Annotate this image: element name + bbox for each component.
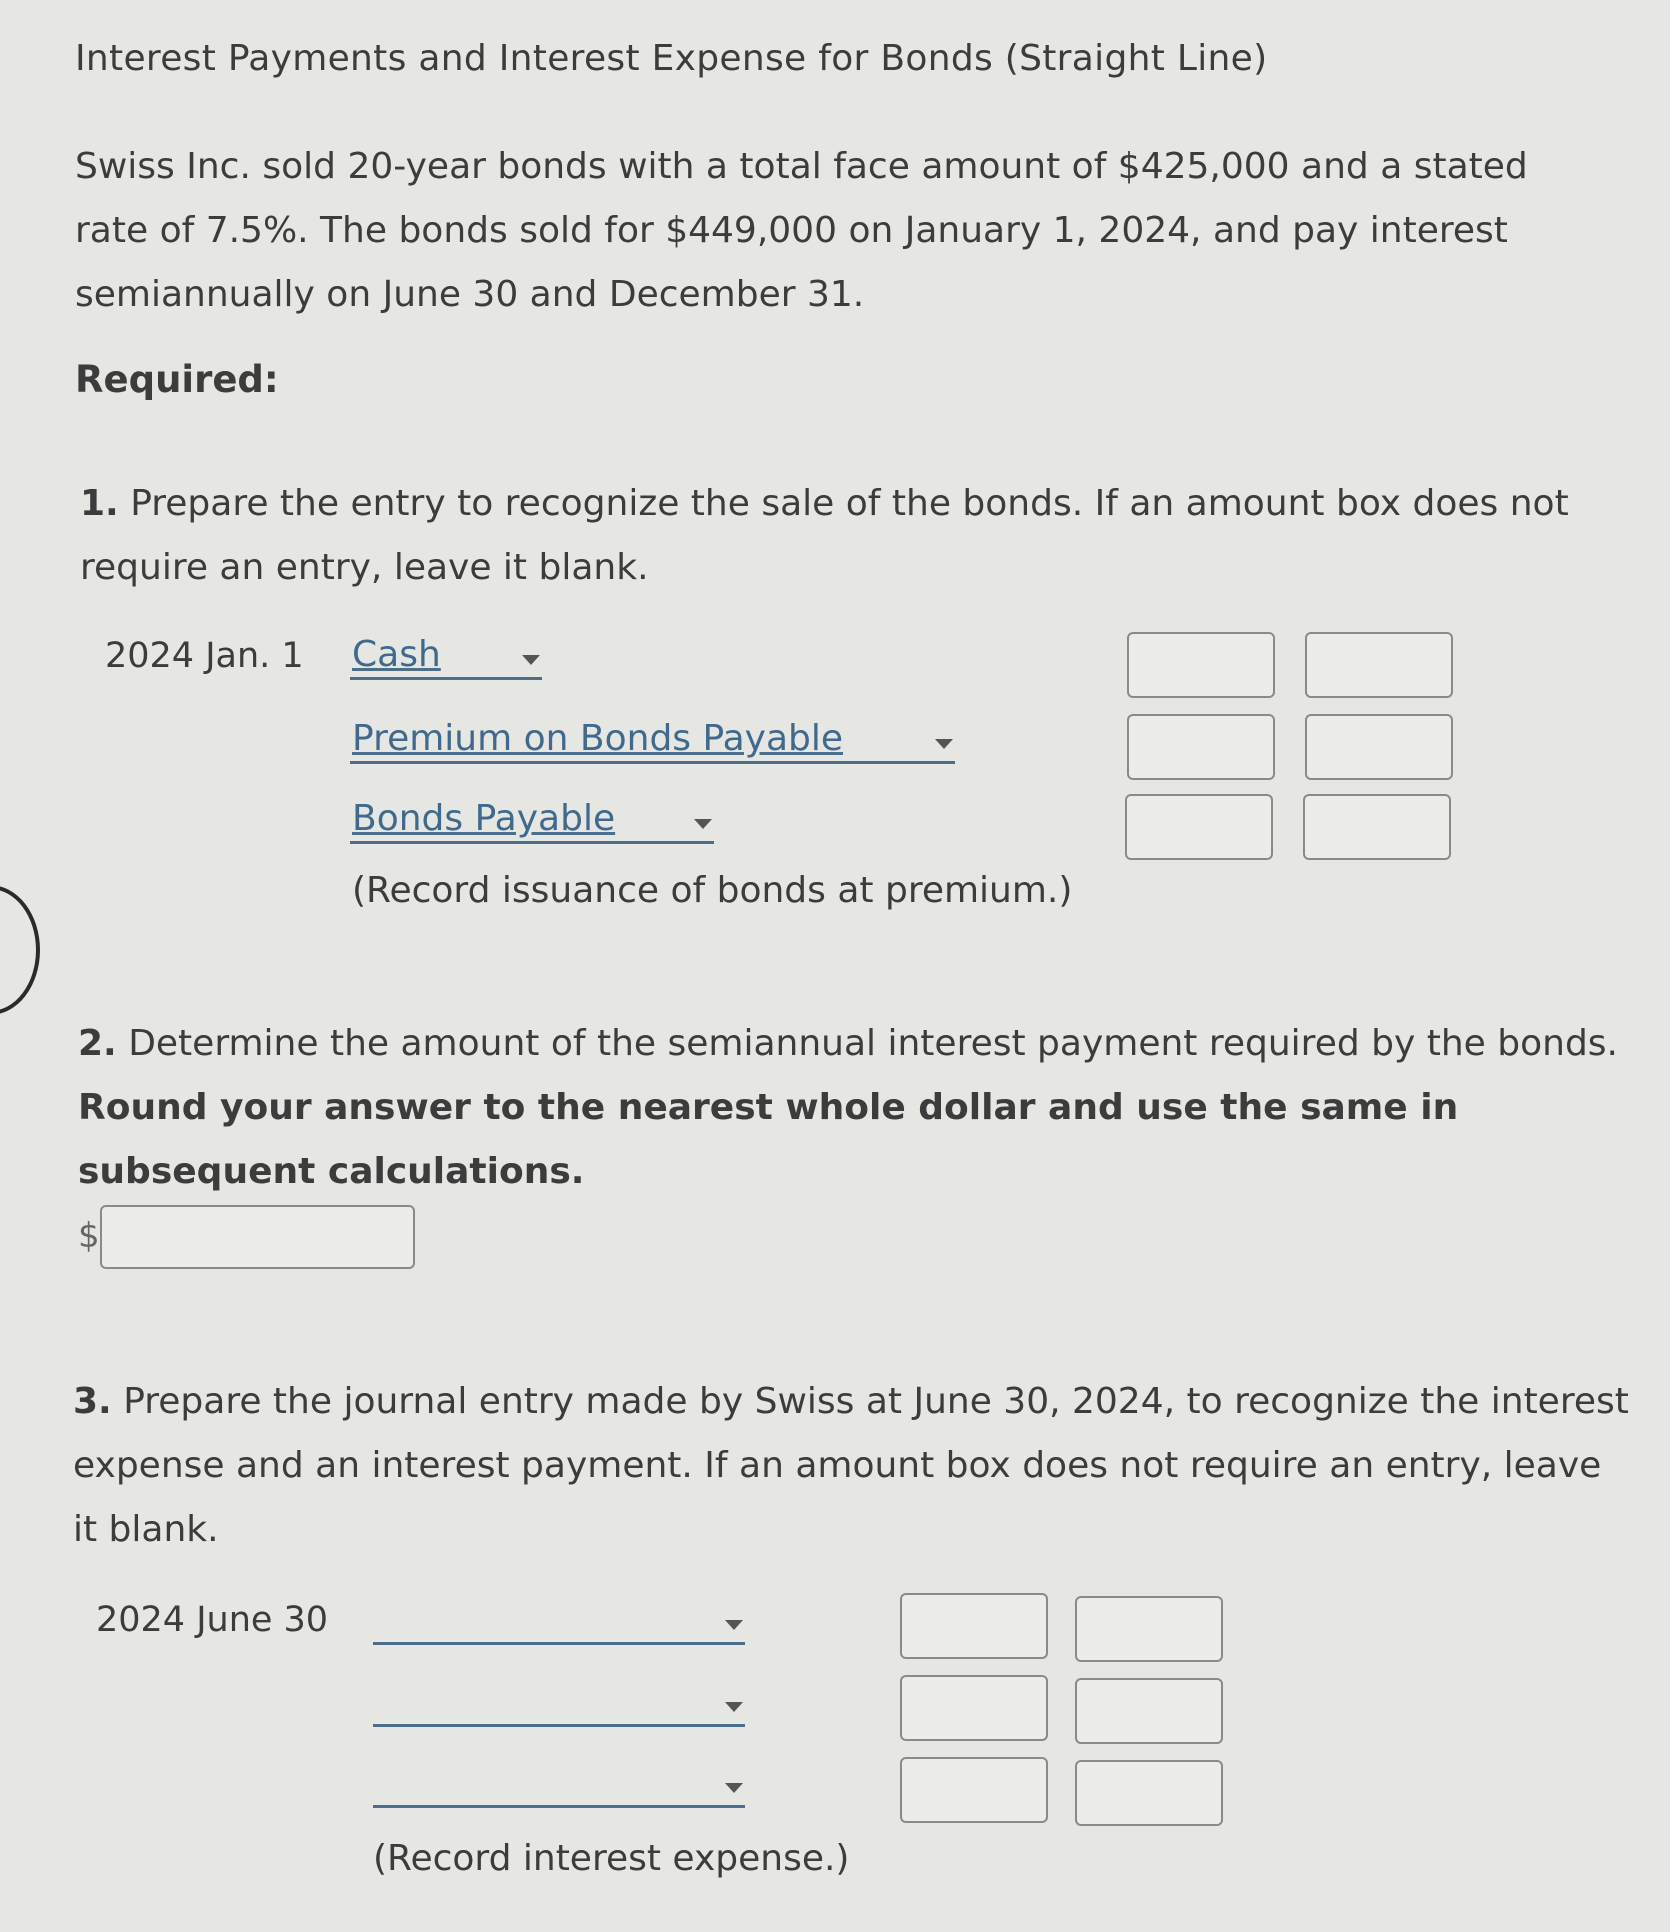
q3-debit-input-3[interactable]	[900, 1757, 1048, 1823]
page-title: Interest Payments and Interest Expense for Bonds (Straight Line)	[75, 38, 1268, 79]
q1-account-select-3-value: Bonds Payable	[352, 798, 616, 839]
chevron-down-icon	[522, 655, 540, 665]
q1-memo: (Record issuance of bonds at premium.)	[352, 870, 1073, 911]
q3-debit-input-2[interactable]	[900, 1675, 1048, 1741]
q3-memo: (Record interest expense.)	[373, 1838, 850, 1879]
q1-debit-input-1[interactable]	[1127, 632, 1275, 698]
currency-symbol: $	[78, 1216, 100, 1256]
q3-account-select-1-value	[373, 1640, 377, 1642]
q3-debit-input-1[interactable]	[900, 1593, 1048, 1659]
q1-account-select-3[interactable]	[350, 792, 714, 844]
question-2	[78, 1012, 1658, 1204]
chevron-down-icon	[935, 739, 953, 749]
q3-account-select-2[interactable]	[373, 1682, 745, 1727]
q1-debit-input-3[interactable]	[1125, 794, 1273, 860]
question-3-text: Prepare the journal entry made by Swiss at June 30, 2024, to recognize the interest expense and an interest payment. If an amount box does not require an entry, leave it blank.	[73, 1381, 1629, 1550]
chevron-down-icon	[694, 819, 712, 829]
question-1	[80, 472, 1660, 600]
q1-debit-input-2[interactable]	[1127, 714, 1275, 780]
q3-account-select-3[interactable]	[373, 1763, 745, 1808]
question-2-text: Determine the amount of the semiannual interest payment required by the bonds.	[128, 1023, 1619, 1064]
q3-account-select-2-value	[373, 1722, 377, 1724]
q3-account-select-3-value	[373, 1803, 377, 1805]
question-2-instruction: Round your answer to the nearest whole dollar and use the same in subsequent calculations.	[78, 1087, 1459, 1192]
q1-account-select-2-value: Premium on Bonds Payable	[352, 718, 844, 759]
question-3	[73, 1370, 1633, 1562]
decorative-arc	[0, 885, 40, 1015]
q1-account-select-2[interactable]	[350, 712, 955, 764]
q3-account-select-1[interactable]	[373, 1600, 745, 1645]
q3-entry-date: 2024 June 30	[96, 1600, 329, 1640]
q1-credit-input-1[interactable]	[1305, 632, 1453, 698]
semiannual-interest-input[interactable]	[100, 1205, 415, 1269]
chevron-down-icon	[725, 1702, 743, 1712]
q1-account-select-1[interactable]	[350, 630, 542, 680]
chevron-down-icon	[725, 1783, 743, 1793]
q1-entry-date: 2024 Jan. 1	[105, 636, 304, 676]
problem-description: Swiss Inc. sold 20-year bonds with a total face amount of $425,000 and a stated rate of 7.5%. The bonds sold for $449,000 on January 1, 2024, and pay interest semiannually on June 30 and December 31.	[75, 146, 1528, 315]
question-1-number: 1.	[80, 483, 119, 524]
q3-credit-input-3[interactable]	[1075, 1760, 1223, 1826]
q1-account-select-1-value: Cash	[352, 634, 441, 675]
q3-credit-input-1[interactable]	[1075, 1596, 1223, 1662]
chevron-down-icon	[725, 1620, 743, 1630]
required-heading: Required:	[75, 358, 279, 401]
q1-credit-input-3[interactable]	[1303, 794, 1451, 860]
question-1-text: Prepare the entry to recognize the sale of the bonds. If an amount box does not require an entry, leave it blank.	[80, 483, 1569, 588]
q1-credit-input-2[interactable]	[1305, 714, 1453, 780]
question-3-number: 3.	[73, 1381, 112, 1422]
question-2-number: 2.	[78, 1023, 117, 1064]
q3-credit-input-2[interactable]	[1075, 1678, 1223, 1744]
